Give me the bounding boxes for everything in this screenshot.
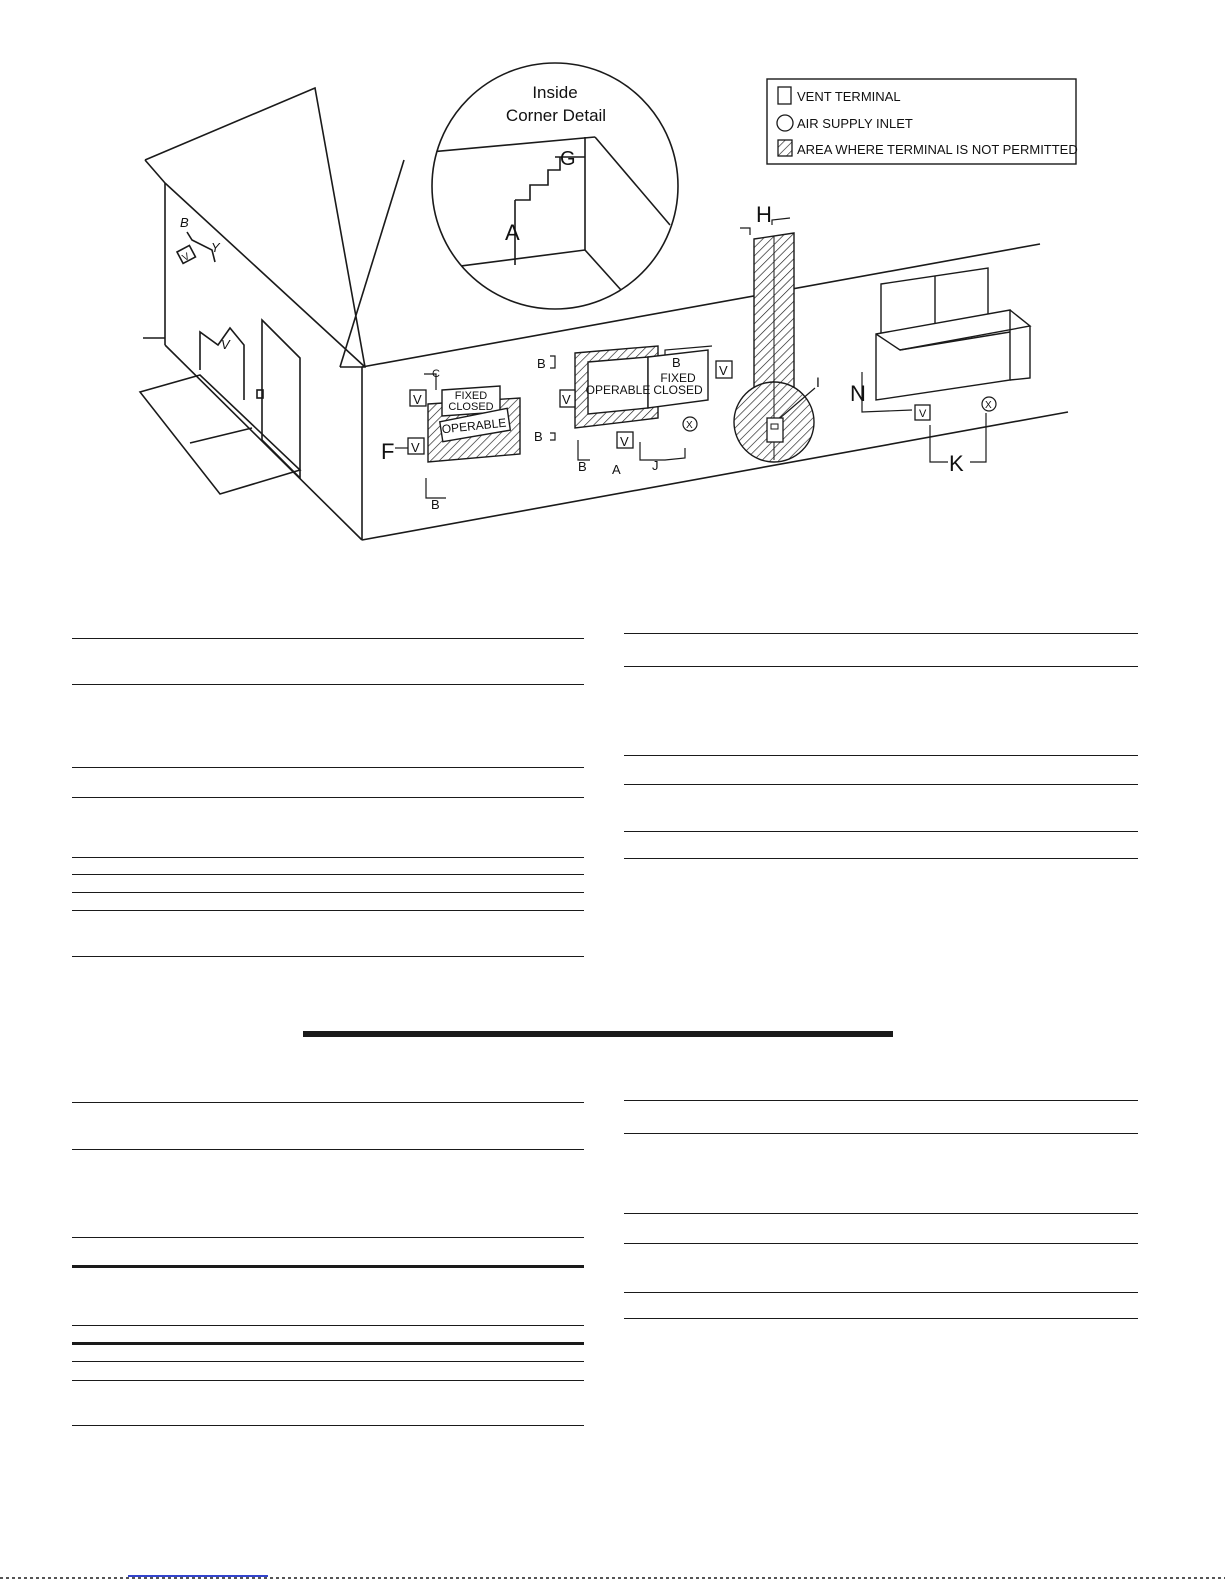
window-box-planter [876, 268, 1030, 400]
vent-terminal-clearance-diagram [0, 0, 1225, 600]
label-c: C [432, 368, 440, 380]
detail-title-line2: Corner Detail [505, 106, 607, 125]
fixed-closed-label-2b: CLOSED [653, 383, 703, 397]
label-b-bottom-window2: B [578, 459, 587, 474]
label-y: Y [211, 240, 220, 255]
vent-terminal-right-window2: V [719, 363, 728, 378]
window-group-middle [534, 346, 732, 477]
legend [767, 79, 1078, 164]
operable-label-2: OPERABLE [585, 383, 651, 397]
label-n: N [850, 381, 866, 406]
label-b-upper-window2: B [537, 356, 546, 371]
air-inlet-legend-icon [777, 115, 793, 131]
meter-clearance-zone [734, 202, 820, 462]
label-i: I [816, 374, 820, 390]
footer-link-underline [128, 1575, 268, 1577]
air-inlet-planter: X [985, 400, 992, 411]
side-vent-terminal: V [180, 251, 192, 265]
label-b-right-window2: B [672, 355, 681, 370]
vent-terminal-left-window2: V [562, 392, 571, 407]
fixed-closed-label-1b: CLOSED [448, 401, 494, 413]
label-h: H [756, 202, 772, 227]
legend-air-supply-inlet: AIR SUPPLY INLET [797, 116, 913, 131]
fixed-closed-label-1a: FIXED [454, 390, 488, 402]
label-k: K [949, 451, 964, 476]
legend-vent-terminal: VENT TERMINAL [797, 89, 901, 104]
vent-terminal-legend-icon [778, 87, 791, 104]
legend-not-permitted: AREA WHERE TERMINAL IS NOT PERMITTED [797, 142, 1078, 157]
hatched-area-legend-icon [778, 140, 792, 156]
inside-corner-detail [430, 63, 678, 309]
section-divider [303, 1031, 893, 1037]
vent-terminal-c: V [413, 392, 422, 407]
label-b-side: B [180, 215, 189, 230]
walkway [140, 375, 300, 494]
label-j: J [652, 458, 659, 473]
vent-terminal-below-window2: V [620, 434, 629, 449]
roof-outline [145, 88, 365, 367]
footer-dotted-line [0, 1577, 1225, 1579]
label-b-lower-window2: B [534, 429, 543, 444]
operable-label-1: OPERABLE [441, 415, 507, 437]
label-a-detail: A [505, 220, 520, 245]
vent-terminal-planter: V [919, 408, 927, 420]
vent-terminal-f: V [411, 440, 420, 455]
label-b-lower-left: B [431, 497, 440, 512]
window-group-left [381, 368, 520, 512]
detail-title-line1: Inside [532, 83, 578, 102]
label-g: G [560, 148, 576, 170]
label-a-window2: A [612, 462, 621, 477]
fixed-closed-label-2a: FIXED [660, 371, 696, 385]
stepped-vent-terminal: V [221, 337, 230, 352]
label-f: F [381, 439, 395, 464]
air-inlet-window2: X [686, 420, 693, 431]
side-door [262, 320, 300, 478]
